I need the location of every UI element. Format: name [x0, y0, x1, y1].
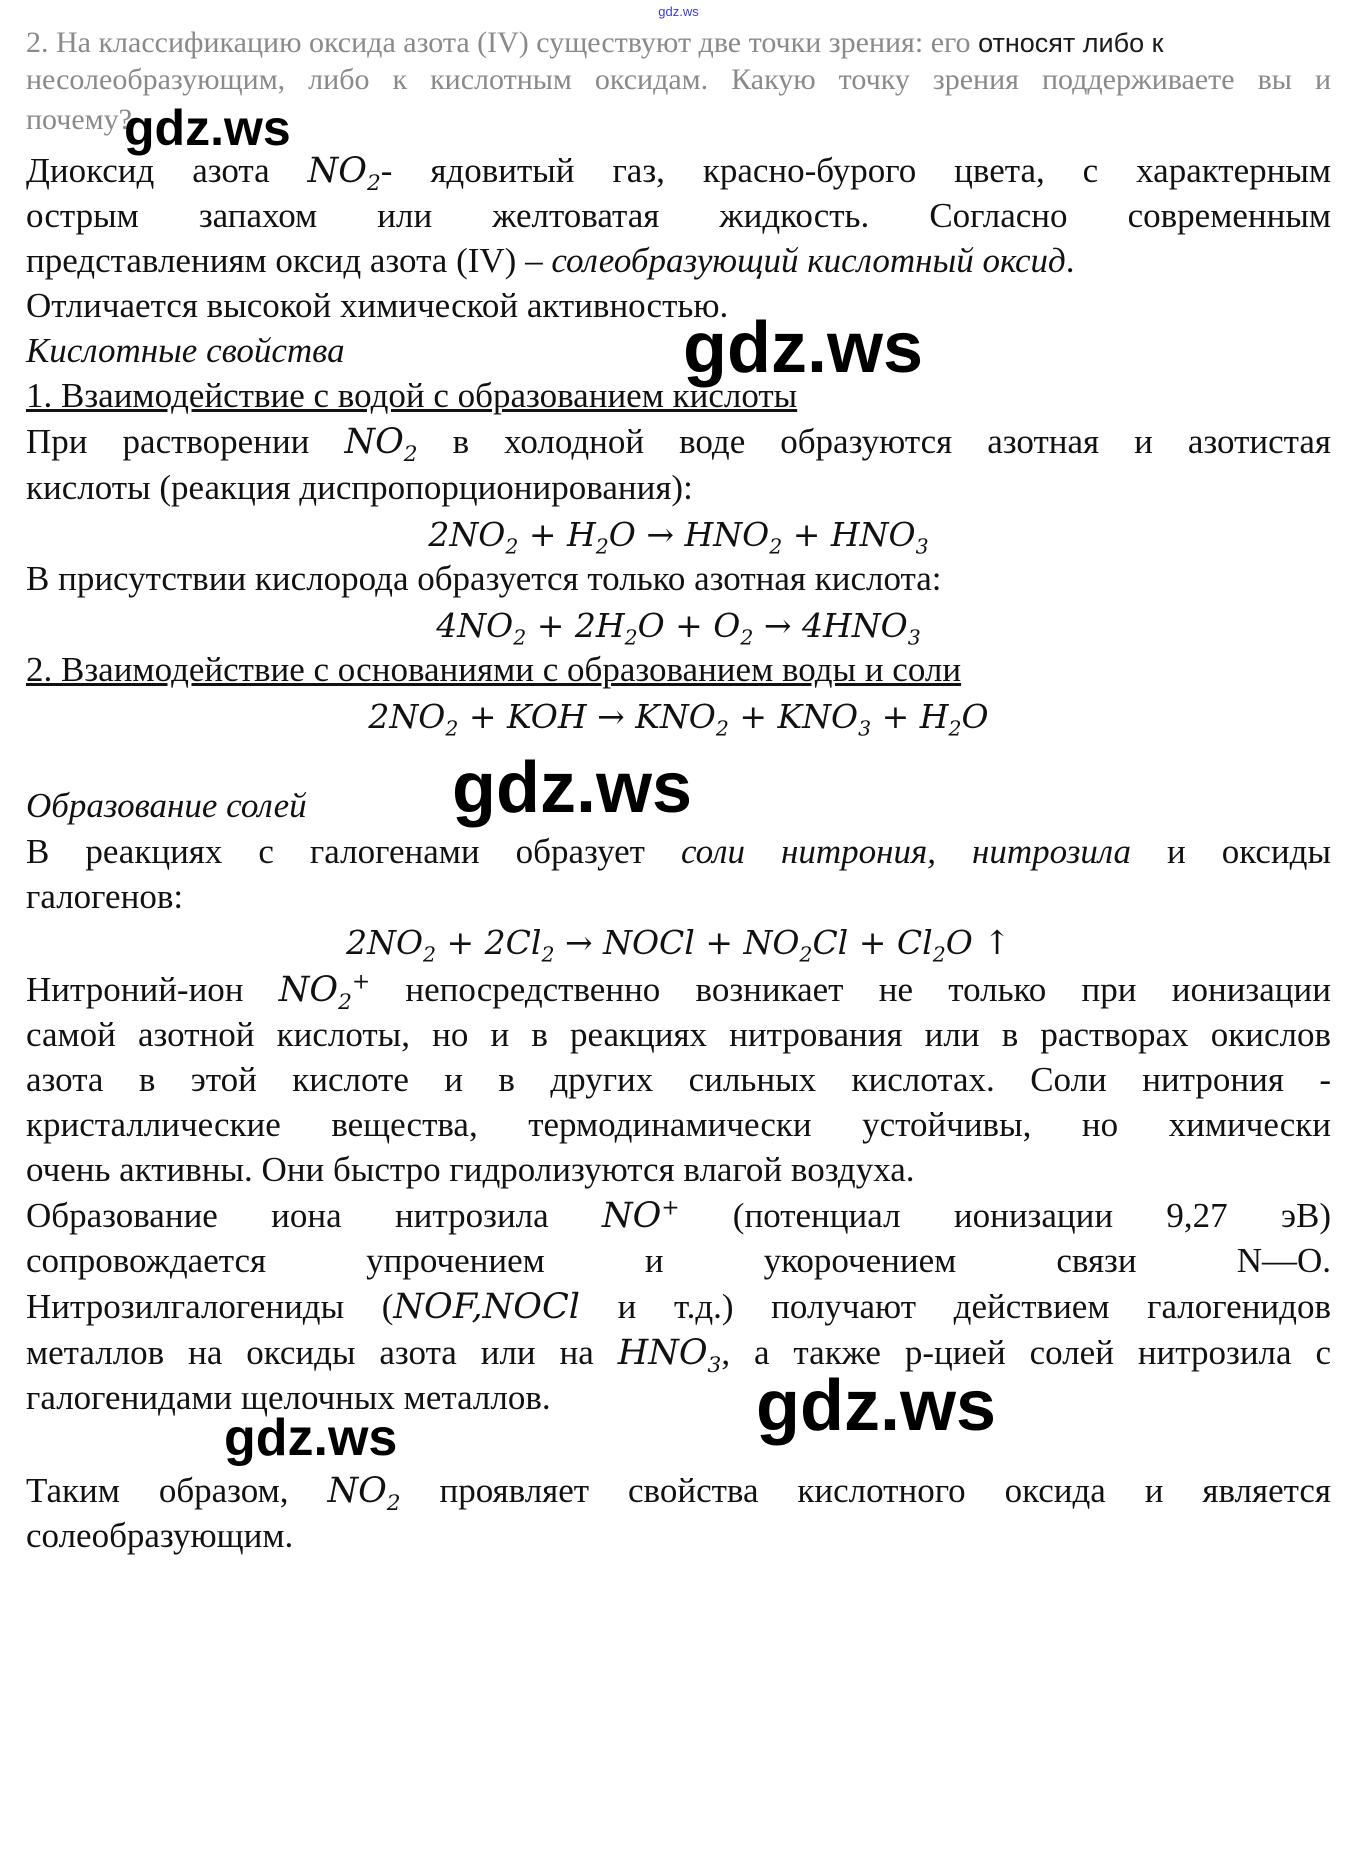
section-1-line-2: кислоты (реакция диспропорционирования): [26, 468, 693, 507]
salts-line-1: В реакциях с галогенами образует соли нитрония, нитрозила и оксиды [26, 832, 1331, 871]
nitrosyl-line-5: галогенидами щелочных металлов. [26, 1378, 551, 1417]
watermark: gdz.ws [452, 748, 693, 828]
conclusion-line-2: солеобразующим. [26, 1516, 294, 1555]
nitronium-line-4: кристаллические вещества, термодинамически устойчивы, но химически [26, 1105, 1331, 1144]
intro-line-3: представлениям оксид азота (IV) – солеобразующий кислотный оксид. [26, 241, 1075, 280]
intro-line-1: Диоксид азота $NO_2-$ ядовитый газ, красно-бурого цвета, с характерным [26, 151, 1332, 196]
top-watermark: gdz.ws [658, 4, 699, 19]
watermark: gdz.ws [756, 1366, 997, 1446]
nitronium-line-5: очень активны. Они быстро гидролизуются влагой воздуха. [26, 1150, 915, 1189]
watermark: gdz.ws [224, 1409, 398, 1467]
question-line-1: 2. На классификацию оксида азота (IV) существуют две точки зрения: его относят либо к [26, 26, 1164, 59]
nitrosyl-line-2: сопровождается упрочением и укорочением связи N—O. [26, 1241, 1331, 1280]
salts-line-2: галогенов: [26, 877, 184, 916]
question-line-2: несолеобразующим, либо к кислотным оксидам. Какую точку зрения поддерживаете вы и [26, 63, 1331, 96]
intro-line-4: Отличается высокой химической активностью. [26, 286, 729, 325]
salts-heading: Образование солей [26, 786, 307, 825]
nitrosyl-line-1: Образование иона нитрозила NO+ (потенциал ионизации 9,27 эВ) [26, 1195, 1331, 1236]
nitronium-line-2: самой азотной кислоты, но и в реакциях нитрования или в растворах окислов [26, 1015, 1331, 1054]
conclusion-line-1: Таким образом, $NO_2$ проявляет свойства кислотного оксида и является [26, 1471, 1331, 1516]
acid-properties-heading: Кислотные свойства [26, 331, 345, 370]
watermark: gdz.ws [683, 308, 924, 388]
section-2-heading: 2. Взаимодействие с основаниями с образованием воды и соли [26, 650, 962, 689]
nitrosyl-line-4: металлов на оксиды азота или на $HNO_3$, а также р-цией солей нитрозила с [26, 1333, 1331, 1378]
nitrosyl-line-3: Нитрозилгалогениды (NOF,NOCl и т.д.) получают действием галогенидов [26, 1287, 1331, 1327]
section-1-line-1: При растворении $NO_2$ в холодной воде образуются азотная и азотистая [26, 422, 1331, 467]
section-1-heading: 1. Взаимодействие с водой с образованием кислоты [26, 376, 798, 415]
intro-line-2: острым запахом или желтоватая жидкость. Согласно современным [26, 196, 1331, 235]
question-line-3: почему? [26, 103, 132, 136]
equation-1: $2NO_2 + H_2O \to HNO_2 + HNO_3$ [428, 515, 929, 559]
watermark: gdz.ws [124, 100, 291, 156]
equation-2: $4NO_2 + 2H_2O + O_2 \to 4HNO_3$ [436, 606, 921, 650]
section-1-line-3: В присутствии кислорода образуется только азотная кислота: [26, 559, 942, 598]
nitronium-line-1: Нитроний-ион $NO_2^+$ непосредственно возникает не только при ионизации [26, 969, 1331, 1015]
formula-no2: $NO_2$ [307, 151, 381, 196]
equation-4: $2NO_2 + 2Cl_2$ → NOCl + $NO_2Cl + Cl_2O$ ↑ [346, 923, 1011, 967]
nitronium-line-3: азота в этой кислоте и в других сильных кислотах. Соли нитрония - [26, 1060, 1331, 1099]
equation-3: $2NO_2$ + KOH → $KNO_2 + KNO_3 + H_2O$ [368, 697, 989, 741]
